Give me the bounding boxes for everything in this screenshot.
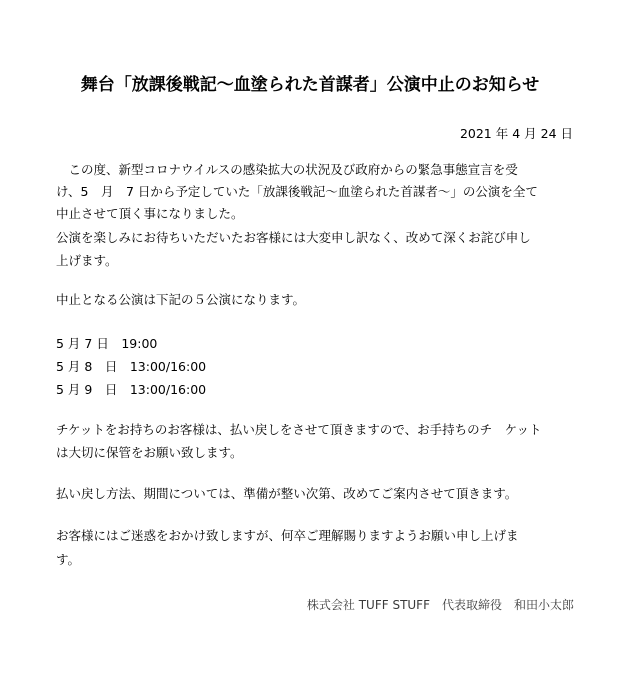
body-line: は大切に保管をお願い致します。 — [56, 445, 243, 460]
body-line: す。 — [56, 552, 81, 567]
schedule-item: 5 月 9 日 13:00/16:00 — [56, 382, 207, 397]
body-line: チケットをお持ちのお客様は、払い戻しをさせて頂きますので、お手持ちのチ ケット — [56, 422, 542, 437]
body-line: 中止となる公演は下記の５公演になります。 — [56, 292, 306, 307]
body-line: け、5 月 7 日から予定していた「放課後戦記～血塗られた首謀者～」の公演を全て — [56, 184, 538, 199]
body-line: 公演を楽しみにお待ちいただいたお客様には大変申し訳なく、改めて深くお詫び申し — [56, 230, 531, 245]
notice-title: 舞台「放課後戦記～血塗られた首謀者」公演中止のお知らせ — [80, 75, 540, 95]
company-signature: 株式会社 TUFF STUFF 代表取締役 和田小太郎 — [306, 598, 574, 612]
notice-date: 2021 年 4 月 24 日 — [459, 126, 573, 141]
body-line: お客様にはご迷惑をおかけ致しますが、何卒ご理解賜りますようお願い申し上げま — [56, 528, 519, 543]
body-line: 払い戻し方法、期間については、準備が整い次第、改めてご案内させて頂きます。 — [56, 486, 518, 501]
body-line: この度、新型コロナウイルスの感染拡大の状況及び政府からの緊急事態宣言を受 — [56, 162, 518, 177]
body-line: 中止させて頂く事になりました。 — [56, 206, 244, 221]
schedule-item: 5 月 8 日 13:00/16:00 — [56, 359, 207, 374]
body-line: 上げます。 — [56, 253, 118, 268]
schedule-item: 5 月 7 日 19:00 — [56, 336, 158, 351]
